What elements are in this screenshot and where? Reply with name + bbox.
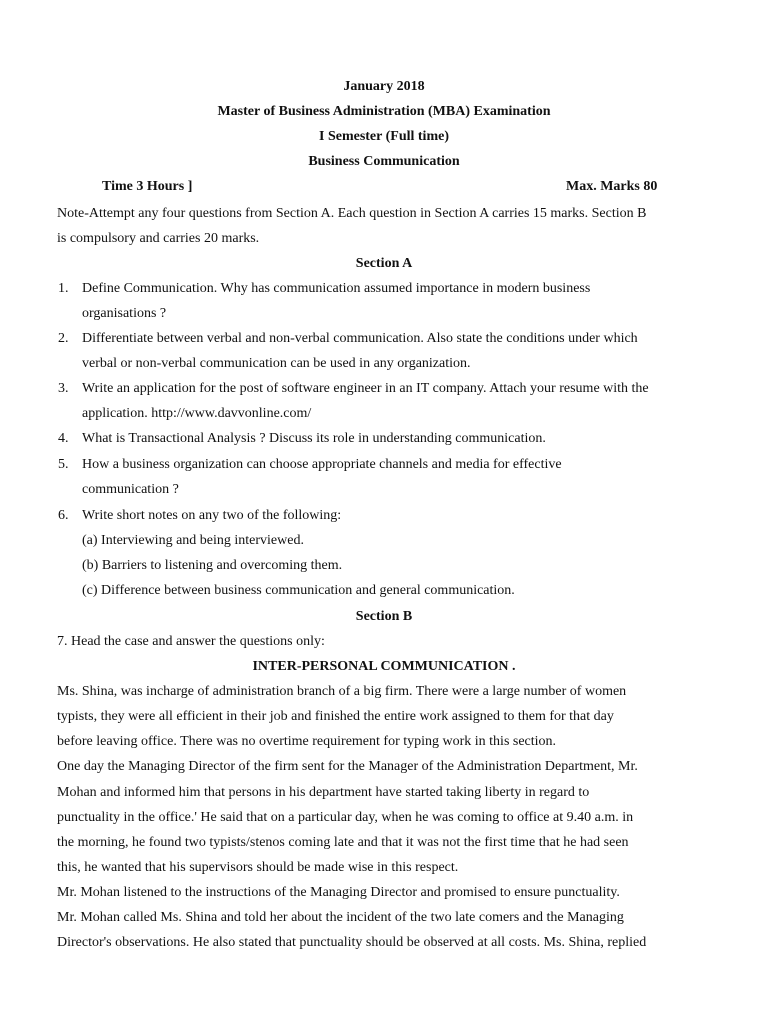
question-text: What is Transactional Analysis ? Discuss its role in understanding communication. xyxy=(82,431,546,446)
case-line: punctuality in the office.' He said that on a particular day, when he was coming to office at 9.40 a.m. in xyxy=(57,810,634,825)
question-number: 1. xyxy=(58,281,69,296)
exam-date: January 2018 xyxy=(343,79,425,94)
question-text: Differentiate between verbal and non-verbal communication. Also state the conditions under which xyxy=(82,331,638,346)
question-number: 4. xyxy=(58,431,69,446)
question-text: communication ? xyxy=(82,482,179,497)
question-number: 6. xyxy=(58,508,69,523)
question-text: application. http://www.davvonline.com/ xyxy=(82,406,312,421)
case-line: typists, they were all efficient in their job and finished the entire work assigned to them for that day xyxy=(57,709,614,724)
case-line: Director's observations. He also stated that punctuality should be observed at all costs. Ms. Shina, replied xyxy=(57,935,647,950)
question-number: 5. xyxy=(58,457,69,472)
question-text: Write short notes on any two of the following: xyxy=(82,508,342,523)
question-number: 3. xyxy=(58,381,69,396)
sub-question-c: (c) Difference between business communication and general communication. xyxy=(82,583,515,598)
section-a-title: Section A xyxy=(355,256,413,271)
question-text: Write an application for the post of software engineer in an IT company. Attach your resume with the xyxy=(82,381,649,396)
note-line-1: Note-Attempt any four questions from Section A. Each question in Section A carries 15 marks. Section B xyxy=(57,206,647,221)
sub-question-a: (a) Interviewing and being interviewed. xyxy=(82,533,304,548)
sub-question-b: (b) Barriers to listening and overcoming them. xyxy=(82,558,343,573)
subject-title: Business Communication xyxy=(308,154,460,169)
question-text: Define Communication. Why has communication assumed importance in modern business xyxy=(82,281,591,296)
case-line: the morning, he found two typists/stenos coming late and that it was not the first time that he had seen xyxy=(57,835,629,850)
section-b-instruction: 7. Head the case and answer the questions only: xyxy=(57,634,325,649)
case-line: this, he wanted that his supervisors should be made wise in this respect. xyxy=(57,860,459,875)
exam-title: Master of Business Administration (MBA) Examination xyxy=(217,104,551,119)
question-number: 2. xyxy=(58,331,69,346)
note-line-2: is compulsory and carries 20 marks. xyxy=(57,231,260,246)
case-line: Mr. Mohan listened to the instructions of the Managing Director and promised to ensure punctuality. xyxy=(57,885,620,900)
case-line: One day the Managing Director of the firm sent for the Manager of the Administration Department, Mr. xyxy=(57,759,638,774)
case-title: INTER-PERSONAL COMMUNICATION . xyxy=(252,659,516,674)
case-line: Ms. Shina, was incharge of administration branch of a big firm. There were a large number of women xyxy=(57,684,627,699)
case-line: Mr. Mohan called Ms. Shina and told her about the incident of the two late comers and the Managing xyxy=(57,910,624,925)
max-marks-label: Max. Marks 80 xyxy=(566,179,658,194)
case-line: before leaving office. There was no overtime requirement for typing work in this section. xyxy=(57,734,557,749)
semester-label: I Semester (Full time) xyxy=(319,129,449,144)
question-text: How a business organization can choose appropriate channels and media for effective xyxy=(82,457,562,472)
case-line: Mohan and informed him that persons in his department have started taking liberty in regard to xyxy=(57,785,590,800)
time-label: Time 3 Hours ] xyxy=(102,179,193,194)
section-b-title: Section B xyxy=(355,609,413,624)
question-text: organisations ? xyxy=(82,306,167,321)
question-text: verbal or non-verbal communication can be used in any organization. xyxy=(82,356,471,371)
